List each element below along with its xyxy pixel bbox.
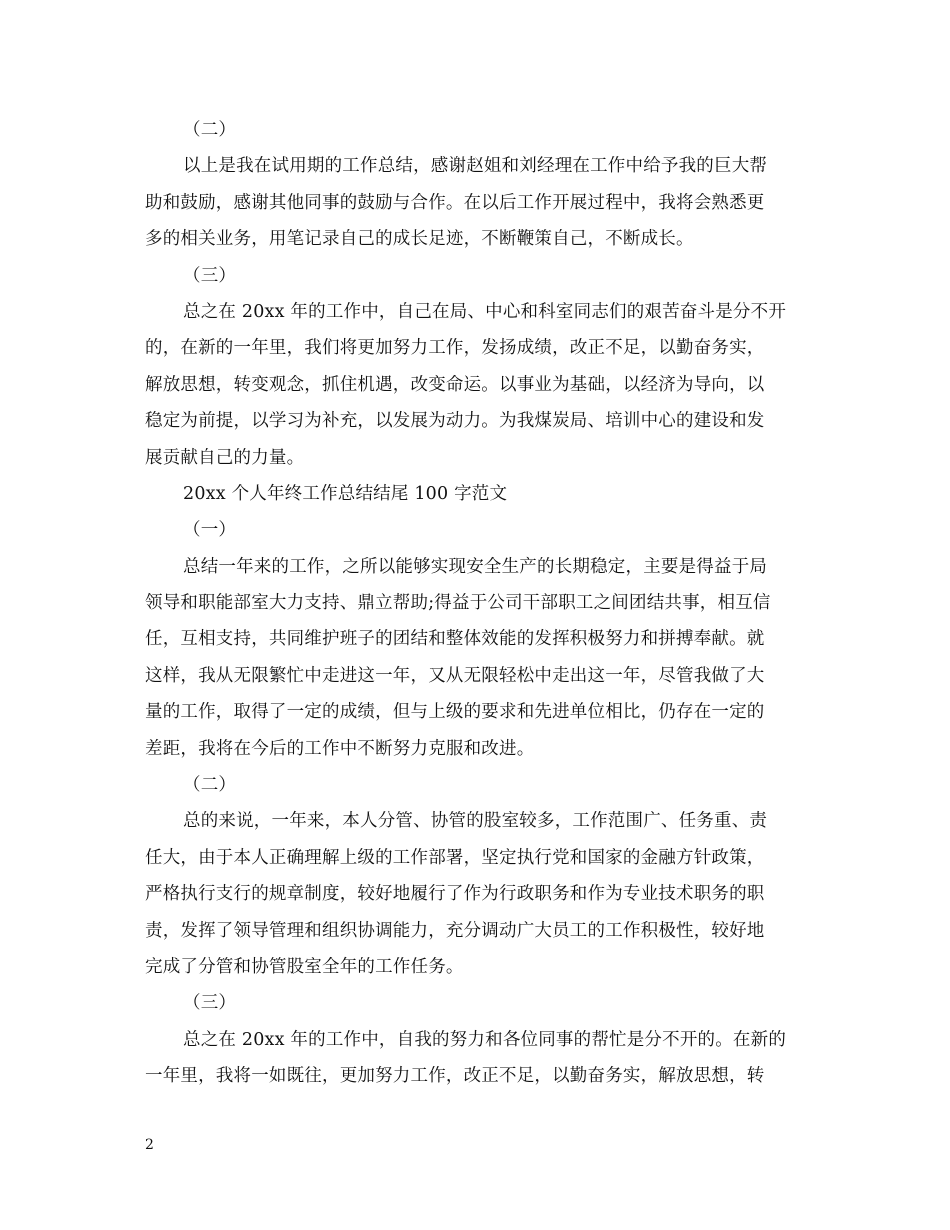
text-line: 的，在新的一年里，我们将更加努力工作，发扬成绩，改正不足，以勤奋务实， bbox=[145, 338, 765, 359]
text-line: （三） bbox=[183, 993, 237, 1014]
text-line: 领导和职能部室大力支持、鼎立帮助;得益于公司干部职工之间团结共事，相互信 bbox=[145, 593, 771, 614]
text-line: 助和鼓励，感谢其他同事的鼓励与合作。在以后工作开展过程中，我将会熟悉更 bbox=[145, 192, 765, 213]
text-line: 责，发挥了领导管理和组织协调能力，充分调动广大员工的工作积极性，较好地 bbox=[145, 920, 765, 941]
text-line: 总的来说，一年来，本人分管、协管的股室较多，工作范围广、任务重、责 bbox=[183, 811, 768, 832]
text-line: 这样，我从无限繁忙中走进这一年，又从无限轻松中走出这一年，尽管我做了大 bbox=[145, 665, 765, 686]
text-line: 总之在 20xx 年的工作中，自己在局、中心和科室同志们的艰苦奋斗是分不开 bbox=[183, 301, 787, 322]
text-line: 一年里，我将一如既往，更加努力工作，改正不足，以勤奋务实，解放思想，转 bbox=[145, 1066, 765, 1087]
text-line: （三） bbox=[183, 265, 237, 286]
text-line: 解放思想，转变观念，抓住机遇，改变命运。以事业为基础，以经济为导向，以 bbox=[145, 374, 765, 395]
text-line: 展贡献自己的力量。 bbox=[145, 447, 305, 468]
text-line: 任，互相支持，共同维护班子的团结和整体效能的发挥积极努力和拼搏奉献。就 bbox=[145, 629, 765, 650]
text-line: 稳定为前提，以学习为补充，以发展为动力。为我煤炭局、培训中心的建设和发 bbox=[145, 411, 765, 432]
text-line: 20xx 个人年终工作总结结尾 100 字范文 bbox=[183, 483, 508, 504]
text-line: 总之在 20xx 年的工作中，自我的努力和各位同事的帮忙是分不开的。在新的 bbox=[183, 1029, 787, 1050]
text-line: 以上是我在试用期的工作总结，感谢赵姐和刘经理在工作中给予我的巨大帮 bbox=[183, 156, 768, 177]
text-line: 总结一年来的工作，之所以能够实现安全生产的长期稳定，主要是得益于局 bbox=[183, 556, 768, 577]
text-line: 完成了分管和协管股室全年的工作任务。 bbox=[145, 956, 464, 977]
text-line: （二） bbox=[183, 775, 237, 796]
text-line: （一） bbox=[183, 520, 237, 541]
text-line: 差距，我将在今后的工作中不断努力克服和改进。 bbox=[145, 738, 535, 759]
text-line: 量的工作，取得了一定的成绩，但与上级的要求和先进单位相比，仍存在一定的 bbox=[145, 702, 765, 723]
page-number: 2 bbox=[145, 1137, 154, 1153]
text-line: （二） bbox=[183, 120, 237, 140]
text-line: 严格执行支行的规章制度，较好地履行了作为行政职务和作为专业技术职务的职 bbox=[145, 884, 765, 905]
text-line: 多的相关业务，用笔记录自己的成长足迹，不断鞭策自己，不断成长。 bbox=[145, 229, 694, 250]
document-body bbox=[145, 112, 805, 1095]
text-line: 任大，由于本人正确理解上级的工作部署，坚定执行党和国家的金融方针政策， bbox=[145, 847, 765, 868]
